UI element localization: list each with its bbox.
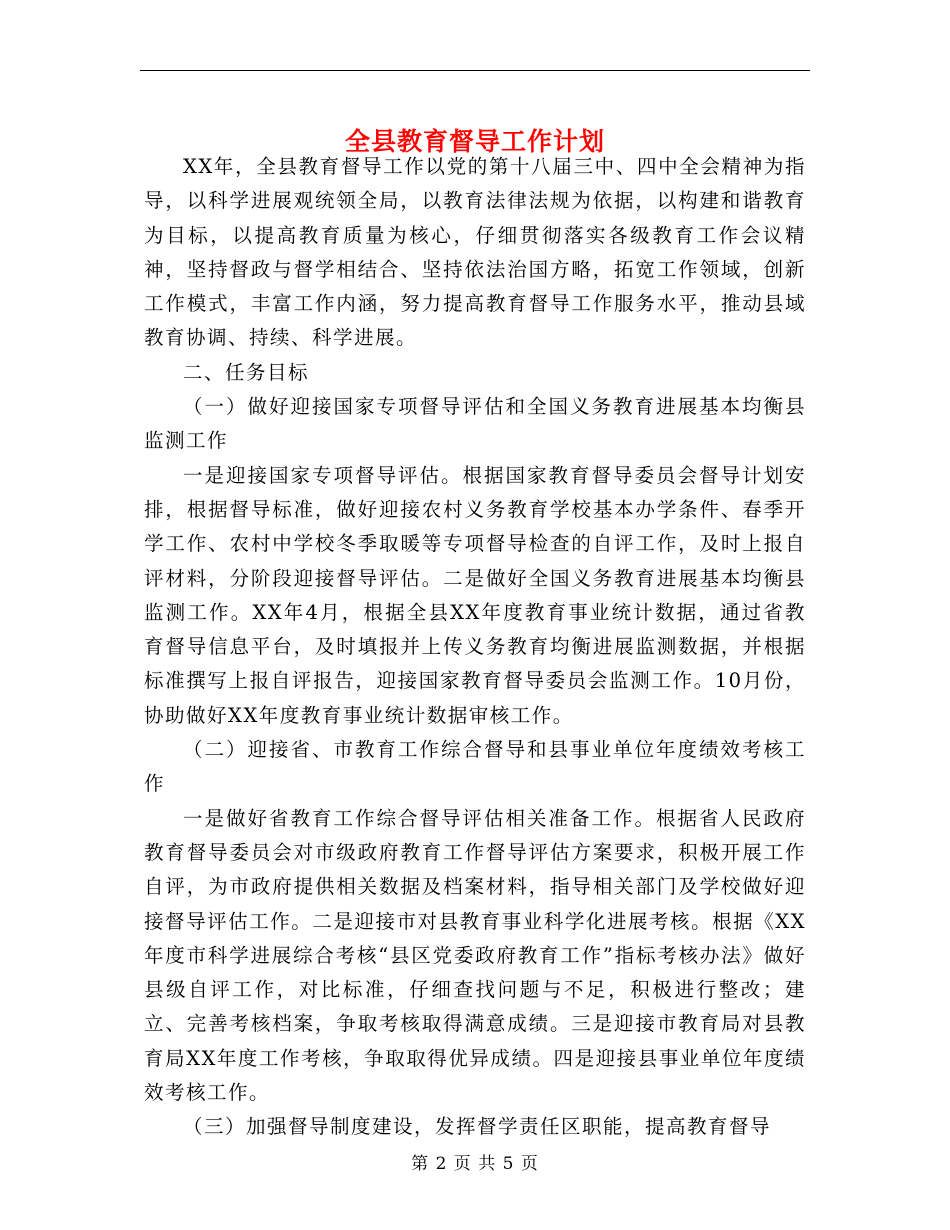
header-rule [140,70,810,71]
section-heading-task-goals: 二、任务目标 [183,360,310,384]
body-paragraph-2: 一是做好省教育工作综合督导评估相关准备工作。根据省人民政府教育督导委员会对市级政府教育工作督导评估方案要求，积极开展工作自评，为市政府提供相关数据及档案材料，指导相关部门及学校做好迎接督导评估工作。二是迎接市对县教育事业科学化进展考核。根据《XX年度市科学进展综合考核“县区党委政府教育工作”指标考核办法》做好县级自评工作，对比标准，仔细查找问题与不足，积极进行整改；建立、完善考核档案，争取考核取得满意成绩。三是迎接市教育局对县教育局XX年度工作考核，争取取得优异成绩。四是迎接县事业单位年度绩效考核工作。 [144,806,806,1105]
subsection-heading-2: （二）迎接省、市教育工作综合督导和县事业单位年度绩效考核工作 [144,738,806,796]
intro-paragraph: XX年，全县教育督导工作以党的第十八届三中、四中全会精神为指导，以科学进展观统领全局，以教育法律法规为依据，以构建和谐教育为目标，以提高教育质量为核心，仔细贯彻落实各级教育工作会议精神，坚持督政与督学相结合、坚持依法治国方略，拓宽工作领域，创新工作模式，丰富工作内涵，努力提高教育督导工作服务水平，推动县域教育协调、持续、科学进展。 [144,155,806,350]
document-title: 全县教育督导工作计划 [344,126,605,156]
subsection-heading-1: （一）做好迎接国家专项督导评估和全国义务教育进展基本均衡县监测工作 [144,395,806,453]
document-body [144,150,806,1145]
subsection-heading-3: （三）加强督导制度建设，发挥督学责任区职能，提高教育督导 [183,1115,772,1139]
body-paragraph-1: 一是迎接国家专项督导评估。根据国家教育督导委员会督导计划安排，根据督导标准，做好迎接农村义务教育学校基本办学条件、春季开学工作、农村中学校冬季取暖等专项督导检查的自评工作，及时上报自评材料，分阶段迎接督导评估。二是做好全国义务教育进展基本均衡县监测工作。XX年4月，根据全县XX年度教育事业统计数据，通过省教育督导信息平台，及时填报并上传义务教育均衡进展监测数据，并根据标准撰写上报自评报告，迎接国家教育督导委员会监测工作。10月份，协助做好XX年度教育事业统计数据审核工作。 [144,463,806,727]
page-number: 第 2 页 共 5 页 [411,1154,539,1174]
